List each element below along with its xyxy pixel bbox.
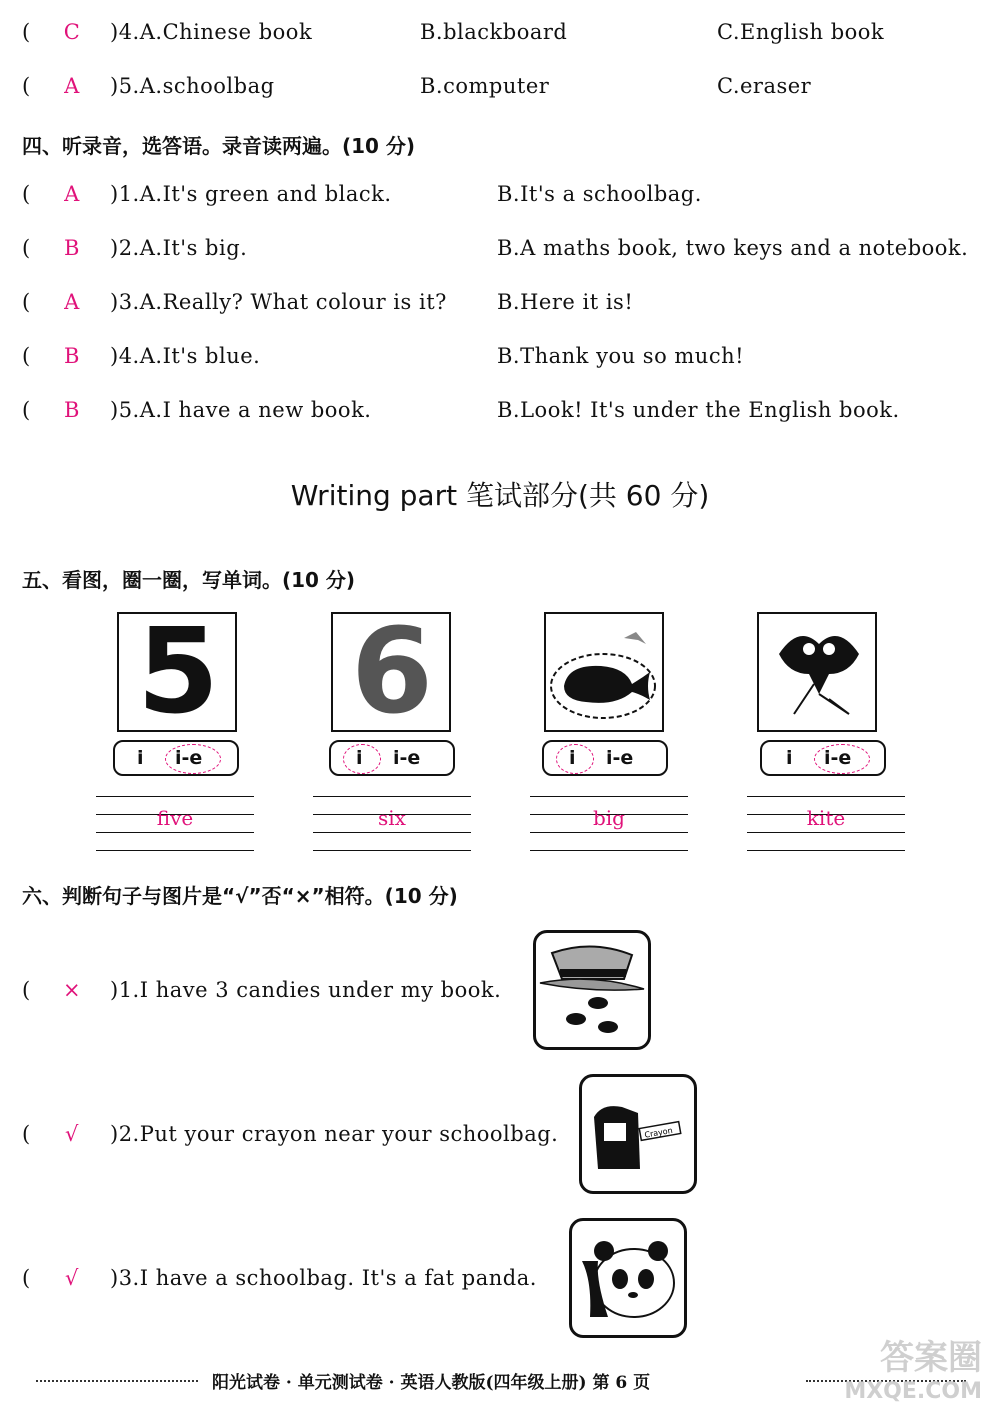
answer-mark: √ (65, 1122, 79, 1146)
option-i[interactable]: i (137, 747, 144, 769)
section5-heading: 五、看图，圈一圈，写单词。(10 分) (22, 568, 356, 592)
option-a: )3.A.Really? What colour is it? (110, 290, 447, 314)
paren-open: ( (22, 74, 31, 98)
choice-pill-1[interactable] (113, 740, 239, 776)
answer-mark: B (64, 398, 80, 422)
paren-open: ( (22, 182, 31, 206)
sentence: )3.I have a schoolbag. It's a fat panda. (110, 1266, 537, 1290)
option-a: )1.A.It's green and black. (110, 182, 392, 206)
written-word: big (592, 806, 625, 830)
written-word: kite (806, 806, 846, 830)
option-b: B.Thank you so much! (497, 344, 745, 368)
written-word: six (378, 806, 406, 830)
writing-lines-1[interactable] (96, 796, 254, 852)
paren-open: ( (22, 344, 31, 368)
answer-mark: A (64, 290, 80, 314)
option-a: )5.A.I have a new book. (110, 398, 372, 422)
paren-open: ( (22, 1122, 31, 1146)
paren-open: ( (22, 1266, 31, 1290)
option-a: )4.A.It's blue. (110, 344, 261, 368)
digit-5-picture: 5 (117, 612, 237, 732)
panda-schoolbag-picture (569, 1218, 687, 1338)
writing-part-title: Writing part 笔试部分(共 60 分) (290, 479, 710, 512)
option-b: B.Look! It's under the English book. (497, 398, 900, 422)
option-c: C.eraser (717, 74, 812, 98)
answer-mark: A (64, 182, 80, 206)
watermark-top: 答案圈 (880, 1338, 982, 1378)
choice-pill-4[interactable] (760, 740, 886, 776)
choice-pill-2[interactable] (329, 740, 455, 776)
option-i-e[interactable]: i-e (175, 747, 203, 769)
answer-mark: B (64, 344, 80, 368)
option-i[interactable]: i (786, 747, 793, 769)
option-i[interactable]: i (569, 747, 576, 769)
option-i-e[interactable]: i-e (606, 747, 634, 769)
schoolbag-crayon-picture (579, 1074, 697, 1194)
option-a: )4.A.Chinese book (110, 20, 313, 44)
watermark-bottom: MXQE.COM (844, 1379, 982, 1404)
option-b: B.computer (420, 74, 550, 98)
section4-heading: 四、听录音，选答语。录音读两遍。(10 分) (22, 134, 416, 158)
option-b: B.blackboard (420, 20, 568, 44)
writing-lines-4[interactable] (747, 796, 905, 852)
crayon-label: Crayon (643, 1125, 674, 1140)
paren-open: ( (22, 398, 31, 422)
option-i[interactable]: i (356, 747, 363, 769)
footer-dots-left (36, 1380, 198, 1382)
choice-pill-3[interactable] (542, 740, 668, 776)
hat-candies-picture (533, 930, 651, 1050)
writing-lines-2[interactable] (313, 796, 471, 852)
answer-mark: B (64, 236, 80, 260)
answer-mark: A (64, 74, 80, 98)
option-b: B.Here it is! (497, 290, 634, 314)
whale-picture (544, 612, 664, 732)
paren-open: ( (22, 978, 31, 1002)
section6-heading: 六、判断句子与图片是“√”否“×”相符。(10 分) (22, 884, 458, 908)
watermark (844, 1330, 982, 1404)
option-b: B.It's a schoolbag. (497, 182, 702, 206)
paren-open: ( (22, 236, 31, 260)
answer-mark: C (63, 20, 81, 44)
sentence: )2.Put your crayon near your schoolbag. (110, 1122, 559, 1146)
answer-mark: √ (65, 1266, 79, 1290)
option-i-e[interactable]: i-e (824, 747, 852, 769)
option-i-e[interactable]: i-e (393, 747, 421, 769)
option-a: )2.A.It's big. (110, 236, 248, 260)
kite-picture (757, 612, 877, 732)
writing-lines-3[interactable] (530, 796, 688, 852)
footer-text: 阳光试卷 · 单元测试卷 · 英语人教版(四年级上册) 第 6 页 (212, 1373, 651, 1393)
answer-mark: × (62, 978, 82, 1002)
sentence: )1.I have 3 candies under my book. (110, 978, 502, 1002)
option-c: C.English book (717, 20, 885, 44)
paren-open: ( (22, 20, 31, 44)
option-a: )5.A.schoolbag (110, 74, 275, 98)
written-word: five (156, 806, 194, 830)
digit-6-picture: 6 (331, 612, 451, 732)
paren-open: ( (22, 290, 31, 314)
option-b: B.A maths book, two keys and a notebook. (497, 236, 969, 260)
